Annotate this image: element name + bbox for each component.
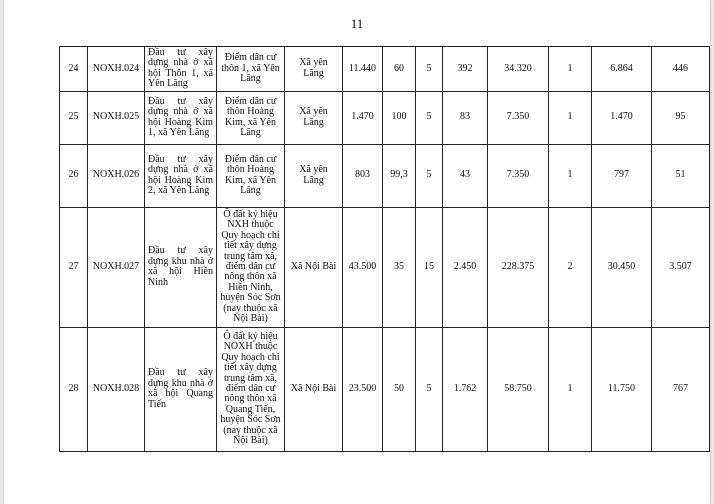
- value-cell: 2.450: [443, 207, 488, 327]
- value-cell: 51: [652, 144, 710, 207]
- table-row: [60, 47, 710, 92]
- project-name: Đầu tư xây dựng khu nhà ở xã hội Hiền Ninh: [145, 207, 217, 327]
- document-page: [4, 0, 710, 504]
- value-cell: 34.320: [488, 47, 549, 92]
- value-cell: 50: [383, 327, 416, 451]
- value-cell: 228.375: [488, 207, 549, 327]
- value-cell: 1.762: [443, 327, 488, 451]
- project-code: NOXH.027: [88, 207, 145, 327]
- project-location: Điểm dân cư thôn 1, xã Yên Lãng: [217, 47, 285, 92]
- project-name: Đầu tư xây dựng nhà ở xã hội Hoàng Kim 2, xã Yên Lãng: [145, 144, 217, 207]
- value-cell: 60: [383, 47, 416, 92]
- project-location: Điểm dân cư thôn Hoàng Kim, xã Yên Lãng: [217, 91, 285, 144]
- commune: Xã yên Lãng: [285, 144, 343, 207]
- value-cell: 3.507: [652, 207, 710, 327]
- project-code: NOXH.028: [88, 327, 145, 451]
- value-cell: 99,3: [383, 144, 416, 207]
- value-cell: 392: [443, 47, 488, 92]
- value-cell: 803: [343, 144, 383, 207]
- row-index: 25: [60, 91, 88, 144]
- value-cell: 1.470: [343, 91, 383, 144]
- row-index: 24: [60, 47, 88, 92]
- table-body: [60, 47, 710, 452]
- value-cell: 1: [549, 91, 592, 144]
- value-cell: 95: [652, 91, 710, 144]
- value-cell: 1: [549, 47, 592, 92]
- table-row: [60, 207, 710, 327]
- value-cell: 43: [443, 144, 488, 207]
- project-name: Đầu tư xây dựng khu nhà ở xã hội Quang Tiến: [145, 327, 217, 451]
- value-cell: 83: [443, 91, 488, 144]
- row-index: 27: [60, 207, 88, 327]
- value-cell: 5: [416, 47, 443, 92]
- value-cell: 11.750: [592, 327, 652, 451]
- value-cell: 23.500: [343, 327, 383, 451]
- value-cell: 1.470: [592, 91, 652, 144]
- value-cell: 5: [416, 91, 443, 144]
- project-location: Điểm dân cư thôn Hoàng Kim, xã Yên Lãng: [217, 144, 285, 207]
- value-cell: 2: [549, 207, 592, 327]
- project-location: Ô đất ký hiệu NOXH thuộc Quy hoạch chi tiết xây dựng trung tâm xã, điểm dân cư nông thôn xã Quang Tiến, huyện Sóc Sơn (nay thuộc xã Nội Bài): [217, 327, 285, 451]
- commune: Xã Nội Bài: [285, 207, 343, 327]
- value-cell: 11.440: [343, 47, 383, 92]
- value-cell: 43.500: [343, 207, 383, 327]
- value-cell: 15: [416, 207, 443, 327]
- value-cell: 30.450: [592, 207, 652, 327]
- table-row: [60, 91, 710, 144]
- table-row: [60, 327, 710, 451]
- project-code: NOXH.025: [88, 91, 145, 144]
- row-index: 26: [60, 144, 88, 207]
- value-cell: 797: [592, 144, 652, 207]
- project-name: Đầu tư xây dựng nhà ở xã hội Thôn 1, xã Yên Lãng: [145, 47, 217, 92]
- value-cell: 446: [652, 47, 710, 92]
- value-cell: 7.350: [488, 91, 549, 144]
- project-location: Ô đất ký hiệu NXH thuộc Quy hoạch chi tiết xây dựng trung tâm xã, điểm dân cư nông thôn xã Hiền Ninh, huyện Sóc Sơn (nay thuộc xã Nội Bài): [217, 207, 285, 327]
- value-cell: 5: [416, 144, 443, 207]
- value-cell: 35: [383, 207, 416, 327]
- value-cell: 58.750: [488, 327, 549, 451]
- housing-projects-table: [59, 46, 710, 452]
- project-code: NOXH.026: [88, 144, 145, 207]
- project-name: Đầu tư xây dựng nhà ở xã hội Hoàng Kim 1, xã Yên Lãng: [145, 91, 217, 144]
- value-cell: 1: [549, 144, 592, 207]
- value-cell: 1: [549, 327, 592, 451]
- value-cell: 6.864: [592, 47, 652, 92]
- commune: Xã yên Lãng: [285, 91, 343, 144]
- page-number: 11: [350, 16, 364, 31]
- row-index: 28: [60, 327, 88, 451]
- value-cell: 5: [416, 327, 443, 451]
- value-cell: 7.350: [488, 144, 549, 207]
- value-cell: 100: [383, 91, 416, 144]
- commune: Xã yên Lãng: [285, 47, 343, 92]
- value-cell: 767: [652, 327, 710, 451]
- project-code: NOXH.024: [88, 47, 145, 92]
- commune: Xã Nội Bài: [285, 327, 343, 451]
- table-row: [60, 144, 710, 207]
